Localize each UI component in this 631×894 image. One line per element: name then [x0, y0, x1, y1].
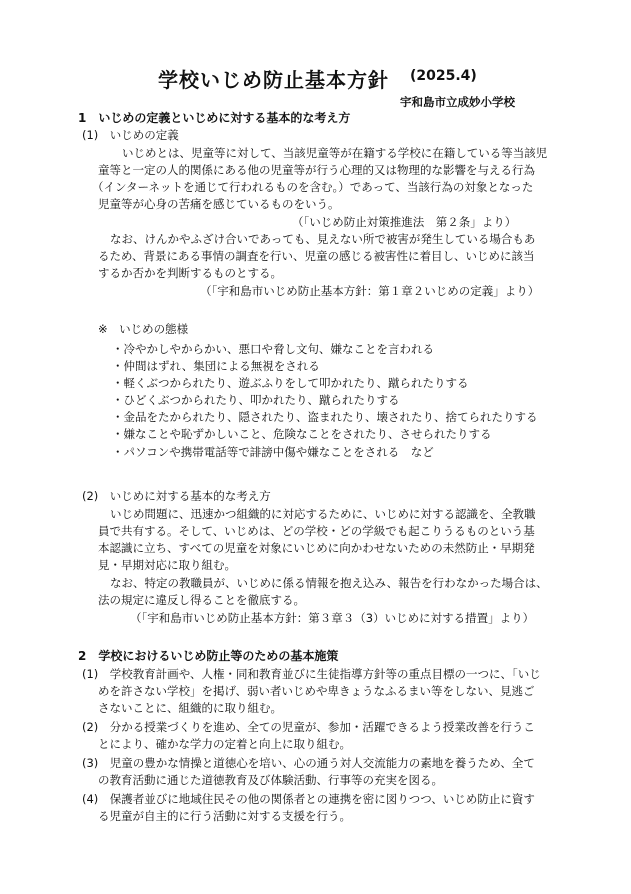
basic-line: 員で共有する。そして、いじめは、どの学校・どの学級でも起こりうるものという基 — [98, 524, 535, 538]
document-date: (2025.4) — [410, 68, 477, 84]
definition-citation: （「いじめ防止対策推進法 第２条」より） — [292, 215, 517, 229]
measure-line: (1) 学校教育計画や、人権・同和教育並びに生徒指導方針等の重点目標の一つに、「いじ — [82, 667, 541, 681]
note-citation: （「宇和島市いじめ防止基本方針：第１章２いじめの定義」より） — [200, 284, 540, 298]
measure-line: (4) 保護者並びに地域住民その他の関係者との連携を密に図りつつ、いじめ防止に資す — [82, 792, 535, 806]
basic-line: 見・早期対応に取り組む。 — [98, 558, 236, 572]
basic-line: なお、特定の教職員が、いじめに係る情報を抱え込み、報告を行わなかった場合は、 — [110, 576, 548, 590]
note-line: するか否かを判断するものとする。 — [98, 266, 282, 280]
definition-line: （インターネットを通じて行われるものを含む。）であって、当該行為の対象となった — [92, 180, 534, 194]
measure-line: (2) 分かる授業づくりを進め、全ての児童が、参加・活躍できるよう授業改善を行うこ — [82, 720, 535, 734]
note-line: るため、背景にある事情の調査を行い、児童の感じる被害性に着目し、いじめに該当 — [98, 249, 535, 263]
basic-line: いじめ問題に、迅速かつ組織的に対応するために、いじめに対する認識を、全教職 — [110, 507, 536, 521]
form-item: ・パソコンや携帯電話等で誹謗中傷や嫌なことをされる など — [112, 445, 434, 459]
form-item: ・金品をたかられたり、隠されたり、盗まれたり、壊されたり、捨てられたりする — [112, 410, 538, 424]
measure-line: る児童が自主的に行う活動に対する支援を行う。 — [98, 809, 351, 823]
sub2-title: (2) いじめに対する基本的な考え方 — [82, 489, 271, 503]
document-title: 学校いじめ防止基本方針 — [158, 68, 389, 92]
form-item: ・仲間はずれ、集団による無視をされる — [112, 359, 320, 373]
measure-line: (3) 児童の豊かな情操と道徳心を培い、心の通う対人交流能力の素地を養うため、全て — [82, 756, 535, 770]
section1-heading: 1 いじめの定義といじめに対する基本的な考え方 — [78, 111, 351, 125]
school-name: 宇和島市立成妙小学校 — [400, 95, 515, 109]
definition-line: いじめとは、児童等に対して、当該児童等が在籍する学校に在籍している等当該児 — [122, 146, 548, 160]
basic-line: 本認識に立ち、すべての児童を対象にいじめに向かわせないための未然防止・早期発 — [98, 541, 535, 555]
basic-citation: （「宇和島市いじめ防止基本方針：第３章３（3）いじめに対する措置」より） — [130, 611, 535, 625]
measure-line: とにより、確かな学力の定着と向上に取り組む。 — [98, 737, 351, 751]
measure-line: めを許さない学校」を掲げ、弱い者いじめや卑きょうなふるまい等をしない、見逃ご — [98, 684, 535, 698]
basic-line: 法の規定に違反し得ることを徹底する。 — [98, 593, 305, 607]
forms-title: ※ いじめの態様 — [98, 322, 189, 336]
definition-line: 童等と一定の人的関係にある他の児童等が行う心理的又は物理的な影響を与える行為 — [98, 163, 535, 177]
section2-heading: 2 学校におけるいじめ防止等のための基本施策 — [78, 649, 339, 663]
definition-line: 児童等が心身の苦痛を感じているものをいう。 — [98, 197, 340, 211]
sub1-title: (1) いじめの定義 — [82, 128, 179, 142]
note-line: なお、けんかやふざけ合いであっても、見えない所で被害が発生している場合もあ — [110, 232, 536, 246]
form-item: ・軽くぶつかられたり、遊ぶふりをして叩かれたり、蹴られたりする — [112, 376, 469, 390]
measure-line: さないことに、組織的に取り組む。 — [98, 701, 282, 715]
form-item: ・嫌なことや恥ずかしいこと、危険なことをされたり、させられたりする — [112, 427, 492, 441]
form-item: ・ひどくぶつかられたり、叩かれたり、蹴られたりする — [112, 393, 400, 407]
form-item: ・冷やかしやからかい、悪口や脅し文句、嫌なことを言われる — [112, 342, 434, 356]
measure-line: の教育活動に通じた道徳教育及び体験活動、行事等の充実を図る。 — [98, 773, 443, 787]
